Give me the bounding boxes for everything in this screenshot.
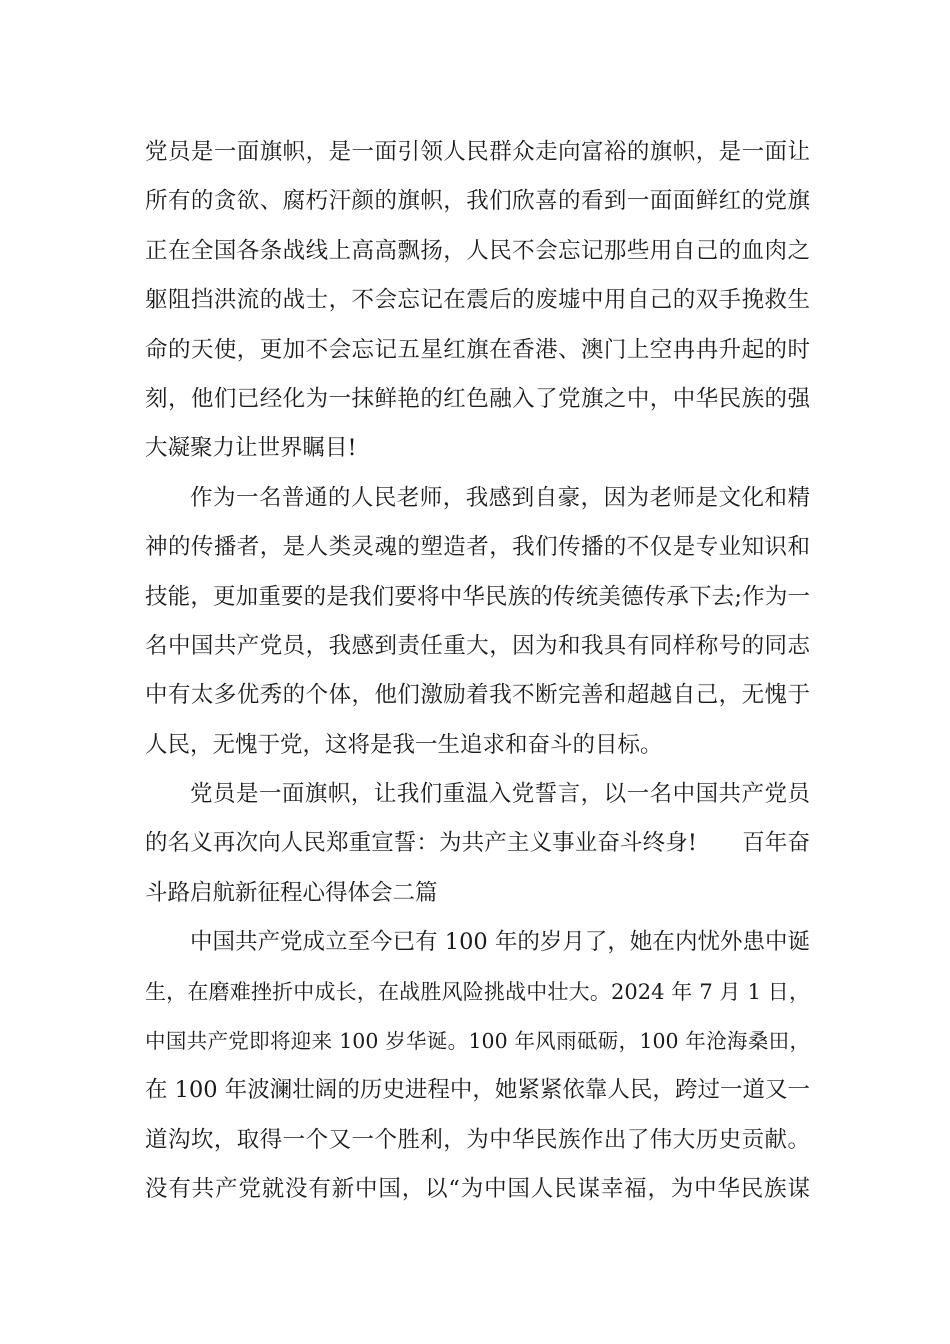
text-line: 神的传播者，是人类灵魂的塑造者，我们传播的不仅是专业知识和 <box>145 534 810 561</box>
text-line: 躯阻挡洪流的战士，不会忘记在震后的废墟中用自己的双手挽救生 <box>145 287 810 314</box>
text-line: 在 100 年波澜壮阔的历史进程中，她紧紧依靠人民，跨过一道又一 <box>145 1077 810 1104</box>
text-line: 刻，他们已经化为一抹鲜艳的红色融入了党旗之中，中华民族的强 <box>145 385 810 412</box>
text-line: 没有共产党就没有新中国，以“为中国人民谋幸福，为中华民族谋 <box>145 1176 810 1203</box>
text-line: 作为一名普通的人民老师，我感到自豪，因为老师是文化和精 <box>190 484 810 511</box>
text-line: 人民，无愧于党，这将是我一生追求和奋斗的目标。 <box>145 731 663 758</box>
text-line: 生，在磨难挫折中成长，在战胜风险挑战中壮大。2024 年 7 月 1 日， <box>145 979 810 1004</box>
text-line: 正在全国各条战线上高高飘扬，人民不会忘记那些用自己的血肉之 <box>145 237 810 264</box>
text-line: 斗路启航新征程心得体会二篇 <box>145 879 438 906</box>
text-line: 名中国共产党员，我感到责任重大，因为和我具有同样称号的同志 <box>145 632 810 659</box>
text-line: 命的天使，更加不会忘记五星红旗在香港、澳门上空冉冉升起的时 <box>145 336 810 363</box>
text-line: 中有太多优秀的个体，他们激励着我不断完善和超越自己，无愧于 <box>145 682 810 709</box>
text-line: 党员是一面旗帜，让我们重温入党誓言，以一名中国共产党员 <box>190 781 810 808</box>
text-line: 技能，更加重要的是我们要将中华民族的传统美德传承下去;作为一 <box>145 583 810 610</box>
text-line: 所有的贪欲、腐朽汗颜的旗帜，我们欣喜的看到一面面鲜红的党旗 <box>145 188 810 215</box>
text-line: 党员是一面旗帜，是一面引领人民群众走向富裕的旗帜，是一面让 <box>145 139 810 165</box>
document-body <box>145 128 810 1215</box>
text-line: 中国共产党即将迎来 100 岁华诞。100 年风雨砥砺，100 年沧海桑田， <box>145 1029 810 1054</box>
text-line: 大凝聚力让世界瞩目! <box>145 435 357 462</box>
text-line: 道沟坎，取得一个又一个胜利，为中华民族作出了伟大历史贡献。 <box>145 1126 810 1153</box>
text-line: 中国共产党成立至今已有 100 年的岁月了，她在内忧外患中诞 <box>190 929 810 956</box>
text-line: 的名义再次向人民郑重宣誓：为共产主义事业奋斗终身! 百年奋 <box>145 830 810 857</box>
